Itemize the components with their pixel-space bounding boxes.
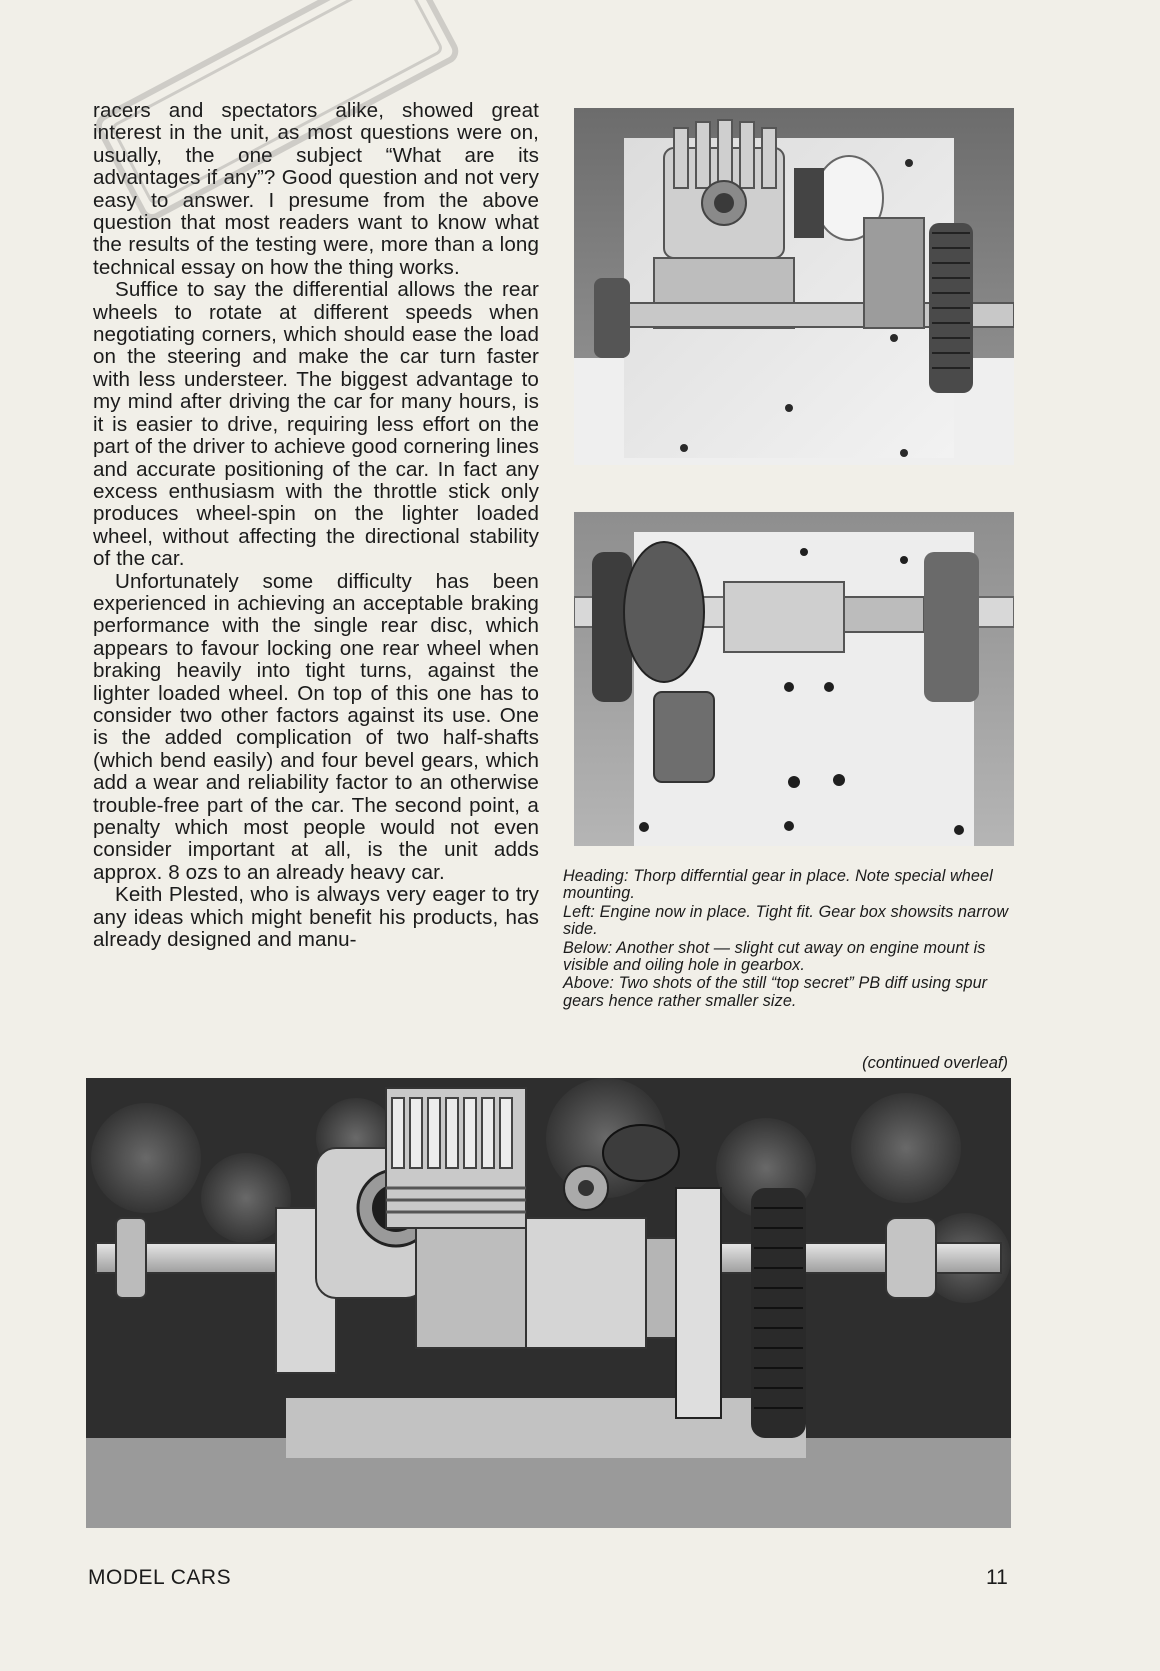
photo-engine-top-view bbox=[574, 108, 1014, 465]
footer-magazine-name: MODEL CARS bbox=[88, 1566, 232, 1589]
caption-below: Below: Another shot — slight cut away on engine mount is visible and oiling hole in gearbox. bbox=[563, 938, 986, 975]
photo-gearbox-side-view bbox=[574, 512, 1014, 846]
photo-engine-closeup-image bbox=[86, 1078, 1011, 1528]
article-body bbox=[93, 100, 539, 951]
photo-engine-closeup bbox=[86, 1078, 1011, 1528]
footer-page-number: 11 bbox=[986, 1566, 1008, 1589]
article-paragraph: Unfortunately some difficulty has been experienced in achieving an acceptable braking performance with the single rear disc, which appears to favour locking one rear wheel when braking heavily into tight turns, against the lighter loaded wheel. On top of this one has to consider two other factors against its use. One is the added complication of two half-shafts (which bend easily) and four bevel gears, which add a wear and reliability factor to an otherwise trouble-free part of the car. The second point, a penalty which most people would not even consider important at all, is the unit adds approx. 8 ozs to an already heavy car. bbox=[93, 569, 539, 884]
caption-above: Above: Two shots of the still “top secret” PB diff using spur gears hence rather smaller size. bbox=[563, 974, 988, 1010]
caption-left: Left: Engine now in place. Tight fit. Gear box showsits narrow side. bbox=[563, 902, 1009, 939]
photo-engine-top-view-image bbox=[574, 108, 1014, 465]
photo-gearbox-side-view-image bbox=[574, 512, 1014, 846]
continued-note: (continued overleaf) bbox=[862, 1054, 1008, 1072]
article-paragraph: racers and spectators alike, showed great interest in the unit, as most questions were on, usually, the one subject “What are its advantages if any”? Good question and not very easy to answer. I presume from the above question that most readers want to know what the results of the testing were, more than a long technical essay on how the thing works. bbox=[93, 99, 539, 279]
article-paragraph: Suffice to say the differential allows the rear wheels to rotate at different speeds when negotiating corners, which should ease the load on the steering and make the car turn faster with less understeer. The biggest advantage to my mind after driving the car for many hours, is it is easier to drive, requiring less effort on the part of the driver to achieve good cornering lines and accurate positioning of the car. In fact any excess enthusiasm with the throttle stick only produces wheel-spin on the lighter loaded wheel, without affecting the directional stability of the car. bbox=[93, 278, 539, 571]
article-paragraph: Keith Plested, who is always very eager to try any ideas which might benefit his products, has already designed and manu- bbox=[93, 883, 539, 952]
caption-heading: Heading: Thorp differntial gear in place. Note special wheel mounting. bbox=[563, 867, 993, 903]
photo-captions bbox=[563, 868, 1013, 1011]
